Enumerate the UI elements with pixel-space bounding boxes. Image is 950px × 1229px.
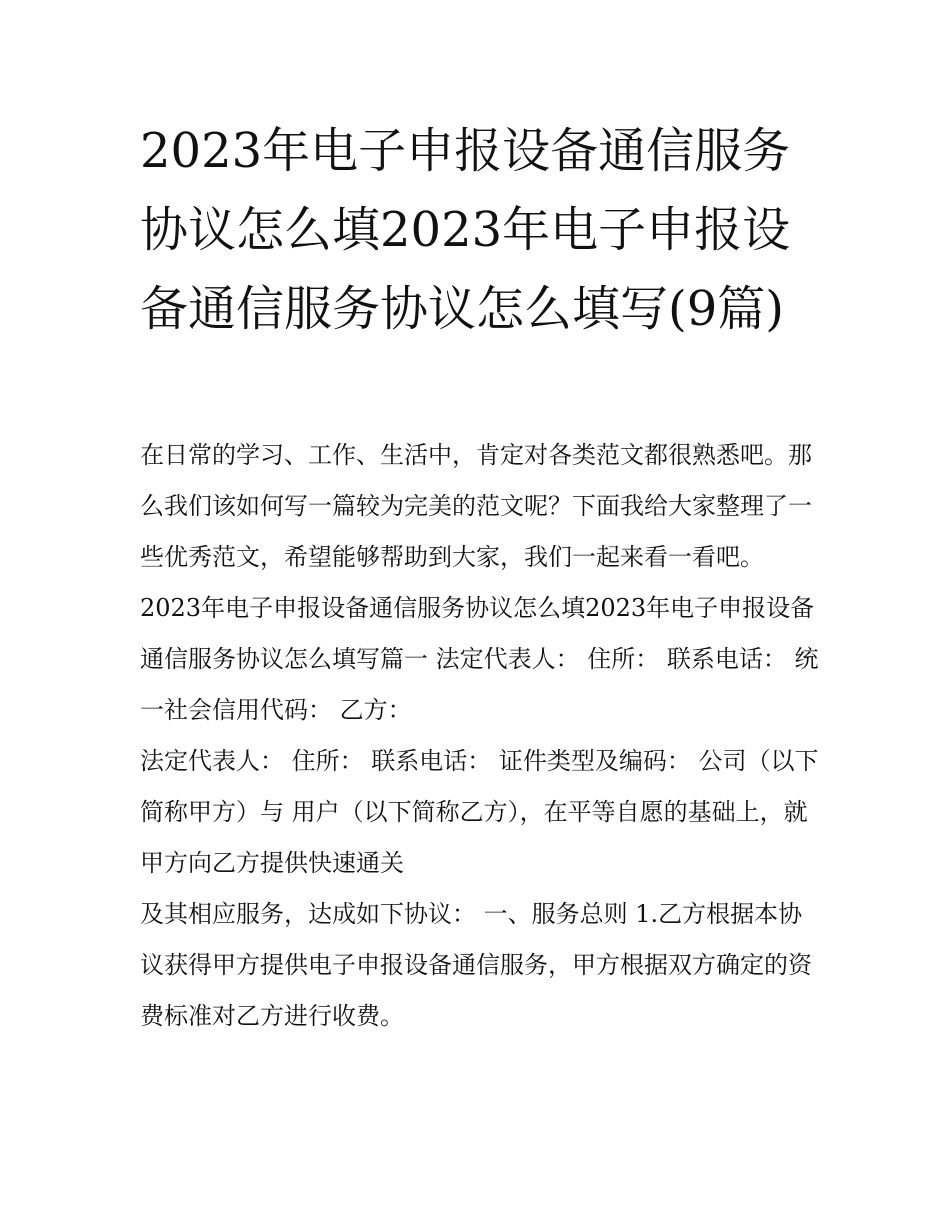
document-body bbox=[140, 430, 820, 1042]
paragraph-intro: 在日常的学习、工作、生活中，肯定对各类范文都很熟悉吧。那么我们该如何写一篇较为完美的范文呢？下面我给大家整理了一些优秀范文，希望能够帮助到大家，我们一起来看一看吧。 bbox=[140, 441, 812, 571]
paragraph-general-terms: 及其相应服务，达成如下协议： 一、服务总则 1.乙方根据本协议获得甲方提供电子申报设备通信服务，甲方根据双方确定的资费标准对乙方进行收费。 bbox=[140, 900, 812, 1030]
paragraph-parties: 2023年电子申报设备通信服务协议怎么填2023年电子申报设备通信服务协议怎么填写篇一 法定代表人： 住所： 联系电话： 统一社会信用代码： 乙方： bbox=[140, 594, 819, 724]
paragraph-party-b: 法定代表人： 住所： 联系电话： 证件类型及编码： 公司（以下简称甲方）与 用户（以下简称乙方），在平等自愿的基础上，就甲方向乙方提供快速通关 bbox=[140, 747, 819, 877]
document-title: 2023年电子申报设备通信服务协议怎么填2023年电子申报设备通信服务协议怎么填写(9篇) bbox=[140, 123, 791, 337]
